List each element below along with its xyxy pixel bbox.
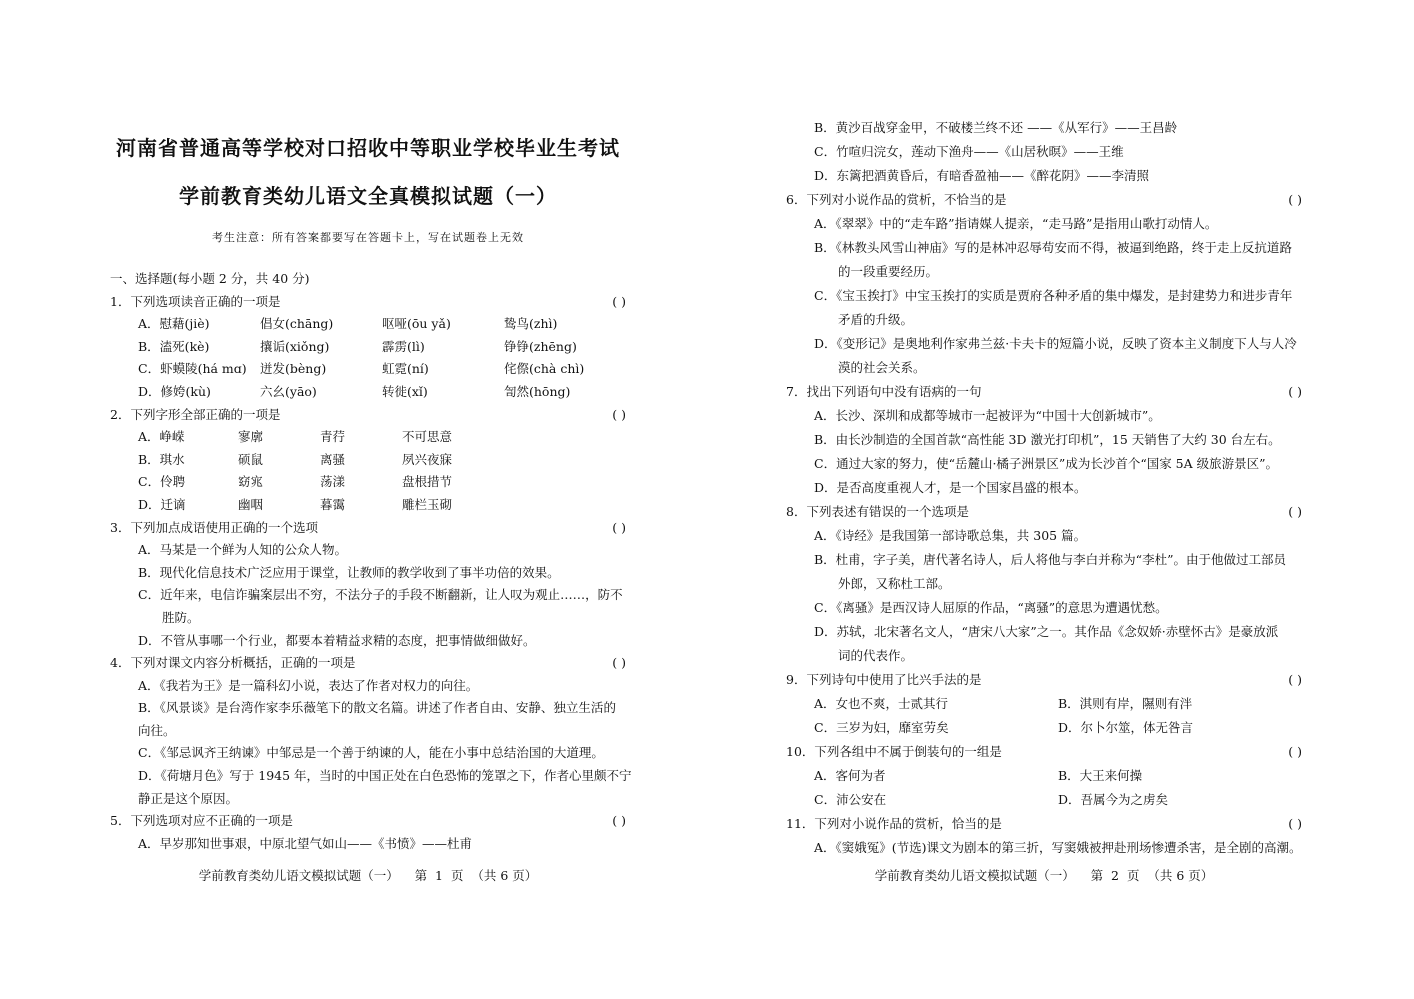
answer-option: C．通过大家的努力，使“岳麓山·橘子洲景区”成为长沙首个“国家 5A 级旅游景区”。 [814,456,1279,471]
answer-option: 暮霭 [320,496,346,512]
answer-option: D．尔卜尔筮，体无咎言 [1058,720,1194,735]
answer-option: 虹霓(ní) [382,361,429,377]
answer-blank: ( ) [1288,192,1302,207]
question-stem [786,812,1302,836]
answer-option: C．虾蟆陵(há mɑ) [138,361,247,377]
option-row [110,336,626,359]
question-stem [786,500,1302,524]
option-row [786,788,1302,812]
option-continuation: 词的代表作。 [838,648,914,663]
answer-option: A．《翠翠》中的“走车路”指请媒人提亲，“走马路”是指用山歌打动情人。 [814,216,1218,231]
question-text: 4．下列对课文内容分析概括，正确的一项是 [110,655,356,671]
option-row [110,313,626,336]
question-stem [110,404,626,427]
answer-option: C．《离骚》是西汉诗人屈原的作品，“离骚”的意思为遭遇忧愁。 [814,600,1168,615]
question-text: 5．下列选项对应不正确的一项是 [110,813,293,829]
answer-blank: ( ) [1288,504,1302,519]
option-row [786,716,1302,740]
exam-notice: 考生注意：所有答案都要写在答题卡上，写在试题卷上无效 [212,231,524,244]
question-text: 11．下列对小说作品的赏析，恰当的是 [786,816,1002,831]
answer-option: 寥廓 [238,429,264,445]
answer-option: A．长沙、深圳和成都等城市一起被评为“中国十大创新城市”。 [814,408,1161,423]
question-text: 7．找出下列语句中没有语病的一句 [786,384,982,399]
answer-option: 六幺(yāo) [260,383,317,399]
answer-option: A．《窦娥冤》(节选)课文为剧本的第三折，写窦娥被押赴刑场惨遭杀害，是全剧的高潮。 [814,840,1302,855]
option-continuation: 向往。 [138,722,176,738]
question-stem [110,291,626,314]
answer-option: D．不管从事哪一个行业，都要本着精益求精的态度，把事情做细做好。 [138,632,536,648]
answer-option: B．由长沙制造的全国首款“高性能 3D 激光打印机”，15 天销售了大约 30 台左右。 [814,432,1281,447]
option-continuation: 静正是这个原因。 [138,790,239,806]
answer-option: D．东篱把酒黄昏后，有暗香盈袖——《醉花阴》——李清照 [814,168,1150,183]
answer-option: C．竹喧归浣女，莲动下渔舟——《山居秋暝》——王维 [814,144,1124,159]
page-footer: 学前教育类幼儿语文模拟试题（一） 第 1 页 （共 6 页） [198,868,538,883]
answer-blank: ( ) [1288,672,1302,687]
page-footer: 学前教育类幼儿语文模拟试题（一） 第 2 页 （共 6 页） [874,868,1214,883]
answer-option: 窈宨 [238,474,264,490]
answer-option: B．大王来何操 [1058,768,1143,783]
question-stem [110,517,626,540]
answer-blank: ( ) [1288,816,1302,831]
answer-option: 雕栏玉砌 [402,496,453,512]
section-heading: 一、选择题(每小题 2 分，共 40 分) [110,271,310,286]
question-text: 6．下列对小说作品的赏析，不恰当的是 [786,192,1007,207]
answer-option: 离骚 [320,451,346,467]
option-row [110,449,626,472]
question-list [786,116,1302,860]
answer-option: 侘傺(chà chì) [504,361,585,377]
option-continuation: 漠的社会关系。 [838,360,926,375]
answer-option: C．《宝玉挨打》中宝玉挨打的实质是贾府各种矛盾的集中爆发，是封建势力和进步青年 [814,288,1293,303]
answer-option: 铮铮(zhēng) [504,338,577,354]
question-stem [786,380,1302,404]
question-text: 10．下列各组中不属于倒装句的一组是 [786,744,1002,759]
answer-blank: ( ) [612,655,626,671]
option-row [110,426,626,449]
answer-option: A．马某是一个鲜为人知的公众人物。 [138,542,348,558]
answer-option: B．《林教头风雪山神庙》写的是林冲忍辱苟安而不得，被逼到绝路，终于走上反抗道路 [814,240,1292,255]
option-continuation: 的一段重要经历。 [838,264,939,279]
answer-option: A．《诗经》是我国第一部诗歌总集，共 305 篇。 [814,528,1087,543]
option-row [110,471,626,494]
answer-option: 硕鼠 [238,451,264,467]
answer-option: A．早岁那知世事艰，中原北望气如山——《书愤》——杜甫 [138,835,473,851]
question-list [110,268,632,855]
answer-option: 呕哑(ōu yǎ) [382,316,451,332]
option-row [110,494,626,517]
question-text: 1．下列选项读音正确的一项是 [110,293,281,309]
answer-option: D．是否高度重视人才，是一个国家昌盛的根本。 [814,480,1087,495]
option-continuation: 胜防。 [162,609,200,625]
answer-option: 不可思意 [402,429,453,445]
answer-option: 盘根措节 [402,474,453,490]
answer-option: A．《我若为王》是一篇科幻小说，表达了作者对权力的向往。 [138,677,479,693]
answer-blank: ( ) [1288,384,1302,399]
answer-option: A．女也不爽，士贰其行 [814,696,949,711]
answer-option: B．黄沙百战穿金甲，不破楼兰终不还 ——《从军行》——王昌龄 [814,120,1178,135]
answer-option: 攘诟(xiǒng) [260,338,330,354]
answer-option: C．三岁为妇，靡室劳矣 [814,720,949,735]
answer-option: 訇然(hōng) [504,383,571,399]
question-text: 2．下列字形全部正确的一项是 [110,406,281,422]
answer-option: 荡漾 [320,474,346,490]
answer-option: B．淇则有岸，隰则有泮 [1058,696,1193,711]
answer-option: C．《邹忌讽齐王纳谏》中邹忌是一个善于纳谏的人，能在小事中总结治国的大道理。 [138,745,604,761]
answer-option: B．《风景谈》是台湾作家李乐薇笔下的散文名篇。讲述了作者自由、安静、独立生活的 [138,700,616,716]
answer-option: 倡女(chāng) [260,316,334,332]
answer-option: 夙兴夜寐 [402,451,453,467]
option-row [110,381,626,404]
answer-option: D．苏轼，北宋著名文人，“唐宋八大家”之一。其作品《念奴娇·赤壁怀古》是豪放派 [814,624,1279,639]
answer-option: A．慰藉(jiè) [138,316,210,332]
exam-subtitle: 学前教育类幼儿语文全真模拟试题（一） [179,184,557,208]
option-row [110,358,626,381]
answer-option: D．迁谪 [138,496,186,512]
answer-option: B．现代化信息技术广泛应用于课堂，让教师的教学收到了事半功倍的效果。 [138,564,560,580]
option-row [786,764,1302,788]
answer-option: 霹雳(lì) [382,338,425,354]
answer-option: 鸷鸟(zhì) [504,316,558,332]
answer-blank: ( ) [1288,744,1302,759]
answer-option: C．沛公安在 [814,792,887,807]
answer-option: 迸发(bèng) [260,361,327,377]
answer-blank: ( ) [612,519,626,535]
answer-option: C．伶聘 [138,474,186,490]
answer-option: D．修姱(kù) [138,383,211,399]
answer-option: A．峥嵘 [138,429,185,445]
answer-option: C．近年来，电信诈骗案层出不穷，不法分子的手段不断翻新，让人叹为观止……，防不 [138,587,623,603]
answer-option: 青荇 [320,429,346,445]
answer-option: B．琪水 [138,451,185,467]
question-text: 8．下列表述有错误的一个选项是 [786,504,969,519]
answer-blank: ( ) [612,813,626,829]
question-stem [786,188,1302,212]
option-continuation: 外郎，又称杜工部。 [838,576,951,591]
answer-blank: ( ) [612,293,626,309]
question-text: 3．下列加点成语使用正确的一个选项 [110,519,318,535]
answer-option: B．溘死(kè) [138,338,210,354]
question-stem [786,668,1302,692]
question-stem [110,810,626,833]
answer-option: B．杜甫，字子美，唐代著名诗人，后人将他与李白并称为“李杜”。由于他做过工部员 [814,552,1286,567]
answer-option: D．《变形记》是奥地利作家弗兰兹·卡夫卡的短篇小说，反映了资本主义制度下人与人冷 [814,336,1297,351]
answer-blank: ( ) [612,406,626,422]
option-row [786,692,1302,716]
answer-option: 幽咽 [238,496,264,512]
answer-option: D．《荷塘月色》写于 1945 年，当时的中国正处在白色恐怖的笼罩之下，作者心里颇不宁 [138,768,632,784]
question-stem [786,740,1302,764]
answer-option: 转徙(xǐ) [382,383,428,399]
exam-title: 河南省普通高等学校对口招收中等职业学校毕业生考试 [116,136,620,160]
option-continuation: 矛盾的升级。 [838,312,914,327]
answer-option: A．客何为者 [814,768,886,783]
question-stem [110,652,626,675]
answer-option: D．吾属今为之虏矣 [1058,792,1169,807]
question-text: 9．下列诗句中使用了比兴手法的是 [786,672,982,687]
